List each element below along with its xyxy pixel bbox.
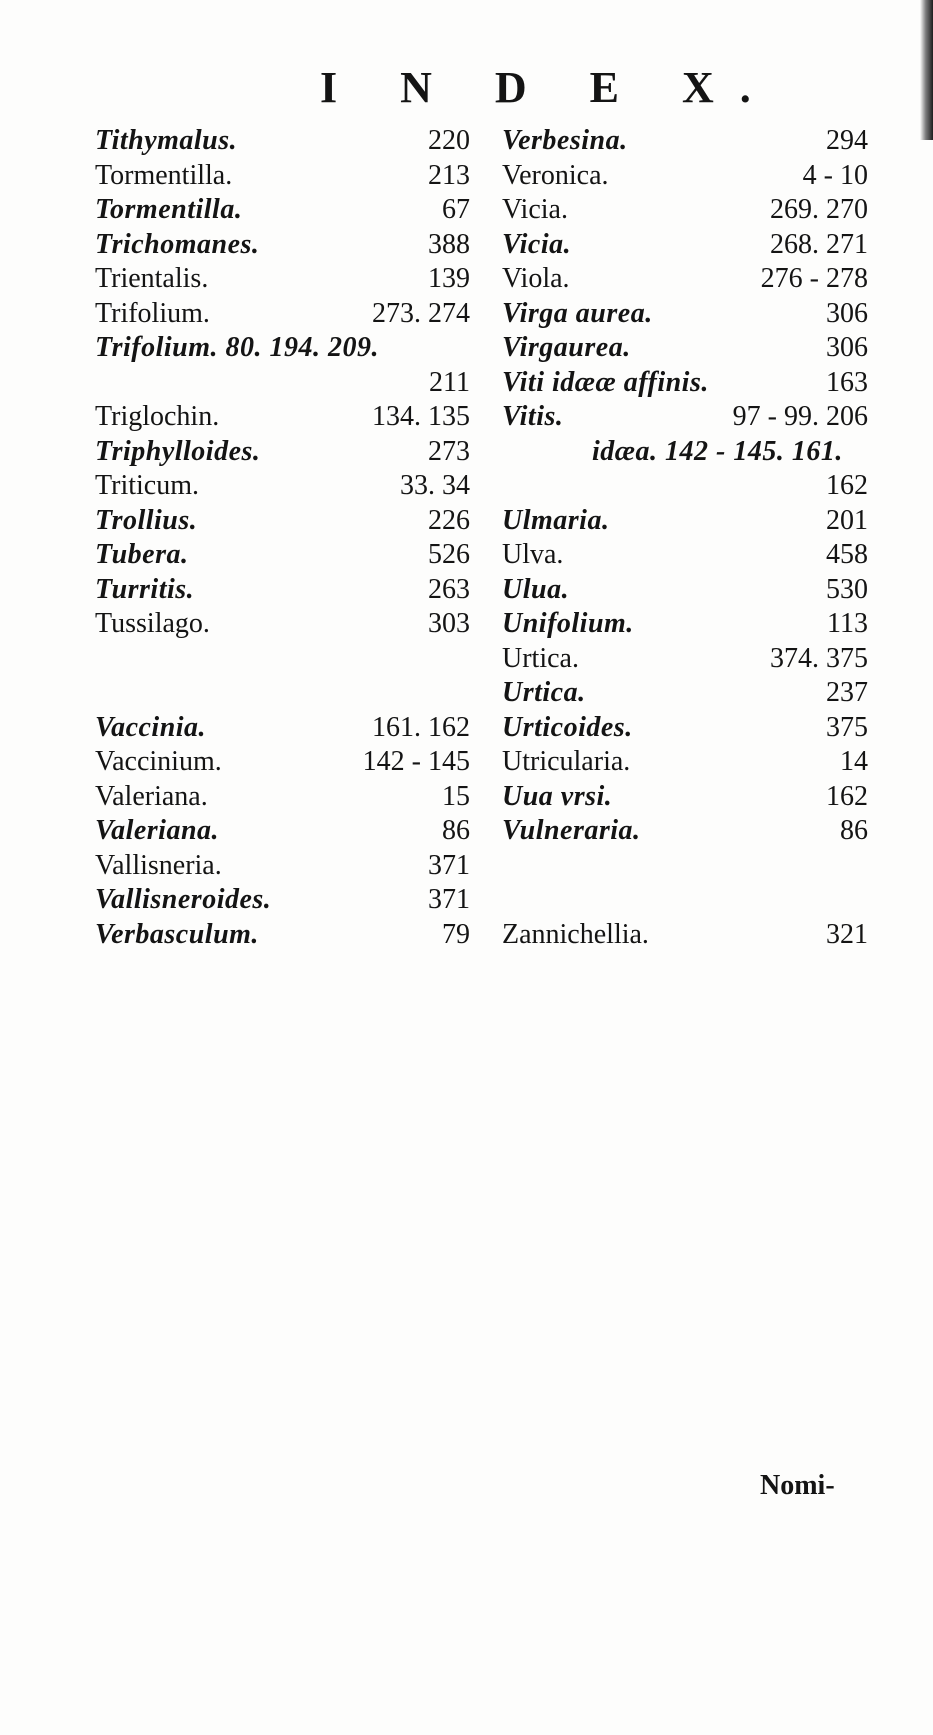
- entry-name: Vallisneroides.: [95, 884, 272, 915]
- entry-name: Tormentilla.: [95, 194, 243, 225]
- index-entry: [502, 711, 868, 746]
- index-entry: [95, 883, 470, 918]
- entry-name: Vallisneria.: [95, 849, 222, 881]
- entry-pages: 294: [826, 125, 868, 156]
- entry-pages: 530: [826, 573, 868, 605]
- index-entry: [502, 538, 868, 573]
- entry-pages: 162: [826, 470, 868, 501]
- index-entry: [502, 745, 868, 780]
- entry-name: Tithymalus.: [95, 125, 238, 156]
- entry-pages: 4 - 10: [802, 159, 868, 191]
- entry-pages: 526: [428, 539, 470, 570]
- index-entry: [502, 124, 868, 159]
- entry-name: Tubera.: [95, 539, 189, 570]
- index-entry: [95, 711, 470, 746]
- entry-name: Ulmaria.: [502, 504, 610, 536]
- index-entry: [95, 504, 470, 539]
- entry-name: Uua vrsi.: [502, 780, 613, 812]
- entry-pages: 86: [840, 815, 868, 846]
- index-heading: I N D E X.: [320, 63, 777, 112]
- entry-pages: 269. 270: [770, 194, 868, 225]
- entry-pages: 161. 162: [372, 711, 470, 743]
- entry-name: Trichomanes.: [95, 228, 260, 260]
- entry-name: Triglochin.: [95, 401, 220, 432]
- entry-pages: 371: [428, 884, 470, 915]
- entry-pages: 374. 375: [770, 642, 868, 674]
- entry-pages: 163: [826, 366, 868, 398]
- index-entry: [95, 745, 470, 780]
- entry-pages: 201: [826, 504, 868, 536]
- entry-name: Valeriana.: [95, 815, 220, 846]
- index-entry: [502, 193, 868, 228]
- index-entry: [502, 814, 868, 849]
- entry-pages: 388: [428, 228, 470, 260]
- entry-name: Trifolium. 80. 194. 209.: [95, 332, 379, 363]
- index-entry: [95, 573, 470, 608]
- entry-name: Urticoides.: [502, 711, 633, 743]
- entry-pages: 276 - 278: [760, 263, 868, 294]
- index-entry: [95, 124, 470, 159]
- index-entry: [95, 193, 470, 228]
- index-entry: [502, 883, 868, 918]
- entry-pages: 79: [442, 918, 470, 950]
- entry-pages: 375: [826, 711, 868, 743]
- index-entry: [95, 297, 470, 332]
- index-entry: [95, 918, 470, 953]
- entry-name: Triphylloides.: [95, 435, 261, 467]
- index-entry: [502, 366, 868, 401]
- catchword: Nomi-: [760, 1470, 835, 1501]
- index-entry: [95, 780, 470, 815]
- index-entry: [502, 676, 868, 711]
- entry-pages: 134. 135: [372, 401, 470, 432]
- entry-pages: 86: [442, 815, 470, 846]
- entry-name: Utricularia.: [502, 746, 631, 777]
- index-entry: [502, 297, 868, 332]
- index-entry: [95, 228, 470, 263]
- entry-pages: 268. 271: [770, 228, 868, 260]
- entry-name: Tormentilla.: [95, 159, 233, 191]
- entry-pages: 458: [826, 539, 868, 570]
- index-entry: [502, 642, 868, 677]
- entry-pages: 139: [428, 263, 470, 294]
- index-entry: [95, 159, 470, 194]
- entry-pages: 237: [826, 677, 868, 708]
- index-entry: [502, 435, 868, 470]
- entry-name: Viola.: [502, 263, 570, 294]
- entry-name: Vulneraria.: [502, 815, 641, 846]
- entry-name: Valeriana.: [95, 780, 208, 812]
- entry-name: Verbesina.: [502, 125, 628, 156]
- entry-name: Urtica.: [502, 677, 586, 708]
- entry-pages: 211: [429, 366, 470, 398]
- index-entry: [502, 400, 868, 435]
- entry-name: Trollius.: [95, 504, 198, 536]
- entry-name: Vicia.: [502, 228, 572, 260]
- entry-name: Vaccinia.: [95, 711, 207, 743]
- index-entry: [502, 573, 868, 608]
- entry-name: Verbasculum.: [95, 918, 259, 950]
- index-entry: [502, 262, 868, 297]
- index-entry: [502, 504, 868, 539]
- entry-name: Veronica.: [502, 159, 609, 191]
- entry-pages: 33. 34: [400, 470, 470, 501]
- entry-pages: 226: [428, 504, 470, 536]
- entry-pages: 273. 274: [372, 297, 470, 329]
- entry-name: Zannichellia.: [502, 918, 649, 950]
- index-entry: [95, 676, 470, 711]
- entry-name: Trifolium.: [95, 297, 210, 329]
- entry-name: Virga aurea.: [502, 297, 653, 329]
- entry-name: Trientalis.: [95, 263, 209, 294]
- entry-name: Unifolium.: [502, 608, 634, 639]
- index-entry: [95, 469, 470, 504]
- index-entry: [502, 331, 868, 366]
- entry-name: Tussilago.: [95, 608, 210, 639]
- index-entry: [95, 400, 470, 435]
- entry-pages: 263: [428, 573, 470, 605]
- index-entry: [95, 435, 470, 470]
- index-entry: [502, 469, 868, 504]
- entry-name: Urtica.: [502, 642, 579, 674]
- entry-pages: 321: [826, 918, 868, 950]
- index-entry: [95, 366, 470, 401]
- entry-name: Ulua.: [502, 573, 570, 605]
- entry-pages: 162: [826, 780, 868, 812]
- entry-name: idæa. 142 - 145. 161.: [592, 435, 843, 467]
- entry-name: Ulva.: [502, 539, 564, 570]
- entry-pages: 306: [826, 332, 868, 363]
- index-entry: [95, 642, 470, 677]
- entry-pages: 14: [840, 746, 868, 777]
- index-entry: [502, 780, 868, 815]
- entry-pages: 273: [428, 435, 470, 467]
- entry-pages: 371: [428, 849, 470, 881]
- entry-pages: 15: [442, 780, 470, 812]
- entry-name: Triticum.: [95, 470, 199, 501]
- index-entry: [502, 607, 868, 642]
- index-entry: [95, 538, 470, 573]
- index-entry: [502, 228, 868, 263]
- entry-pages: 67: [442, 194, 470, 225]
- index-entry: [95, 262, 470, 297]
- entry-name: Vitis.: [502, 401, 564, 432]
- page-edge-shadow: [920, 0, 933, 140]
- index-column-left: [95, 124, 470, 952]
- entry-pages: 306: [826, 297, 868, 329]
- entry-name: Vaccinium.: [95, 746, 222, 777]
- index-column-right: [502, 124, 868, 952]
- index-entry: [95, 331, 470, 366]
- entry-pages: 220: [428, 125, 470, 156]
- entry-name: Viti idææ affinis.: [502, 366, 709, 398]
- entry-pages: 113: [827, 608, 868, 639]
- entry-pages: 303: [428, 608, 470, 639]
- index-entry: [95, 814, 470, 849]
- entry-pages: 213: [428, 159, 470, 191]
- entry-name: Turritis.: [95, 573, 195, 605]
- index-entry: [95, 849, 470, 884]
- entry-pages: 97 - 99. 206: [732, 401, 868, 432]
- index-entry: [502, 849, 868, 884]
- index-entry: [502, 918, 868, 953]
- entry-name: Vicia.: [502, 194, 568, 225]
- entry-pages: 142 - 145: [362, 746, 470, 777]
- index-entry: [502, 159, 868, 194]
- index-entry: [95, 607, 470, 642]
- entry-name: Virgaurea.: [502, 332, 631, 363]
